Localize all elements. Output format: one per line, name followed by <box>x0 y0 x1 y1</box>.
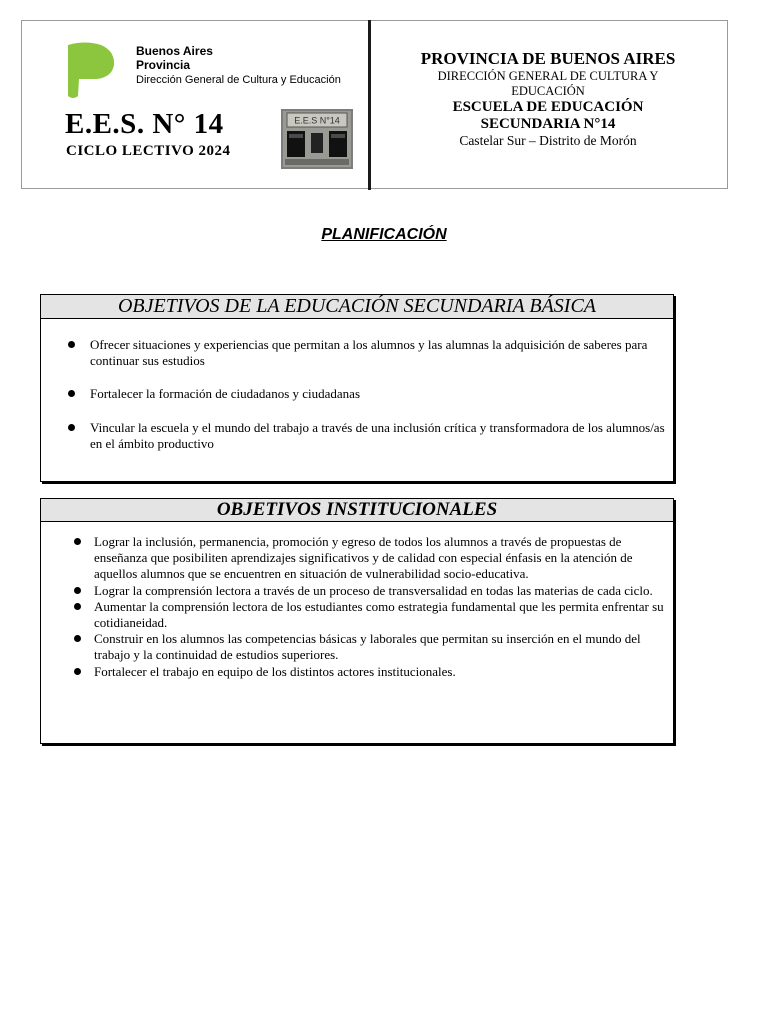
box-shadow-bottom <box>42 744 676 746</box>
section-title: OBJETIVOS INSTITUCIONALES <box>41 499 673 522</box>
section-institutional-objectives <box>40 498 674 744</box>
province-title: PROVINCIA DE BUENOS AIRES <box>420 49 676 68</box>
list-item-text: Vincular la escuela y el mundo del trabajo a través de una inclusión crítica y transformadora de los alumnos/as en el ámbito productivo <box>90 419 665 451</box>
list-item-text: Fortalecer la formación de ciudadanos y ciudadanas <box>90 386 360 402</box>
school-name-line-1: ESCUELA DE EDUCACIÓN <box>452 99 644 115</box>
bullet-icon <box>68 390 75 397</box>
section-secondary-objectives <box>40 294 674 482</box>
school-name-line-2: SECUNDARIA N°14 <box>480 116 616 132</box>
list-item <box>94 664 666 680</box>
list-item <box>90 420 670 452</box>
bullet-icon <box>74 587 81 594</box>
list-item-text: Lograr la comprensión lectora a través de un proceso de transversalidad en todas las materias de cada ciclo. <box>94 582 653 598</box>
bullet-icon <box>68 424 75 431</box>
list-item-text: Construir en los alumnos las competencias básicas y laborales que permitan su inserción en el mundo del trabajo y la continuidad de estudios superiores. <box>94 631 641 663</box>
header-divider <box>368 20 371 190</box>
brand-line-1: Buenos Aires <box>136 44 213 58</box>
list-item <box>90 386 670 402</box>
document-header <box>21 20 728 189</box>
photo-sign-text: E.E.S N°14 <box>294 115 340 126</box>
box-shadow-bottom <box>42 482 676 484</box>
school-location: Castelar Sur – Distrito de Morón <box>459 133 637 148</box>
header-right-block <box>375 49 721 149</box>
list-item-text: Lograr la inclusión, permanencia, promoción y egreso de todos los alumnos a través de propuestas de enseñanza que posibiliten aprendizajes significativos y de calidad con especial énfasis en la atención de aquellos alumnos que se encuentren en situación de vulnerabilidad socio-educativa. <box>94 534 633 582</box>
bullet-icon <box>74 603 81 610</box>
list-item <box>90 337 670 369</box>
objectives-list <box>90 337 670 469</box>
section-title: OBJETIVOS DE LA EDUCACIÓN SECUNDARIA BÁSICA <box>41 295 673 319</box>
list-item <box>94 534 666 583</box>
list-item <box>94 631 666 663</box>
list-item-text: Fortalecer el trabajo en equipo de los distintos actores institucionales. <box>94 663 456 679</box>
bullet-icon <box>74 635 81 642</box>
brand-line-3: Dirección General de Cultura y Educación <box>136 74 341 86</box>
list-item-text: Aumentar la comprensión lectora de los estudiantes como estrategia fundamental que les permita enfrentar su cotidianeidad. <box>94 598 664 631</box>
buenos-aires-logo-icon <box>63 41 119 101</box>
direction-line-1: DIRECCIÓN GENERAL DE CULTURA Y <box>437 69 659 83</box>
brand-line-2: Provincia <box>136 58 191 72</box>
list-item <box>94 599 666 631</box>
school-building-photo <box>281 109 353 169</box>
objectives-list <box>94 534 666 680</box>
list-item-text: Ofrecer situaciones y experiencias que permitan a los alumnos y las alumnas la adquisición de saberes para continuar sus estudios <box>90 337 648 369</box>
bullet-icon <box>74 668 81 675</box>
school-code: E.E.S. N° 14 <box>65 108 224 140</box>
box-shadow-right <box>674 500 676 746</box>
document-title: PLANIFICACIÓN <box>321 226 447 243</box>
list-item <box>94 583 666 599</box>
direction-line-2: EDUCACIÓN <box>511 84 585 98</box>
bullet-icon <box>74 538 81 545</box>
box-shadow-right <box>674 296 676 484</box>
bullet-icon <box>68 341 75 348</box>
school-cycle: CICLO LECTIVO 2024 <box>66 143 231 159</box>
